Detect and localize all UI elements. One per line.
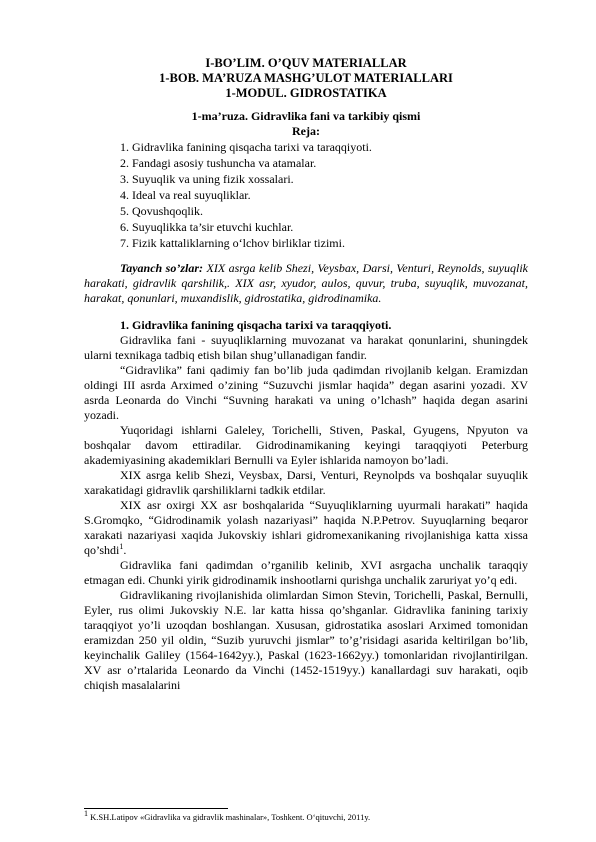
keywords-paragraph — [84, 261, 528, 306]
body-paragraph: Gidravlika fani qadimdan o’rganilib kelinib, XVI asrgacha unchalik taraqqiy etmagan edi. Chunki yirik gidrodinamik inshootlarni qurishga unchalik zaruriyat yo’q edi. — [84, 558, 528, 587]
body-paragraph: XIX asrga kelib Shezi, Veysbax, Darsi, Venturi, Reynolpds va boshqalar suyuqlik xarakatidagi gidravlik qarshiliklarni tadkik etdilar. — [84, 468, 528, 497]
plan-item: 7. Fizik kattaliklarning o‘lchov birliklar tizimi. — [120, 236, 345, 250]
plan-item: 2. Fandagi asosiy tushuncha va atamalar. — [120, 156, 317, 170]
plan-item: 3. Suyuqlik va uning fizik xossalari. — [120, 172, 294, 186]
paragraph-text: XIX asr oxirgi XX asr boshqalarida “Suyuqliklarning uyurmali harakati” haqida S.Gromqko, “Gidrodinamik yolash nazariyasi” haqida N.P.Petrov. Suyuqlarning beqaror xarakati nazariyasi xaqida Jukovskiy ishlari gidromexanikaning rivojlanishiga katta xissa qo’shdi — [84, 498, 528, 557]
plan-list — [84, 139, 528, 251]
paragraph-tail: . — [123, 543, 127, 557]
plan-item: 5. Qovushqoqlik. — [120, 204, 204, 218]
body-paragraph: Gidravlikaning rivojlanishida olimlardan Simon Stevin, Torichelli, Paskal, Bernulli, Eyler, rus olimi Jukovskiy N.E. lar katta hissa qo’shganlar. Gidravlika fanining tarixiy taraqqiyot yo’li uzoqdan boshlangan. Xususan, gidrostatika asoslari Arximed tomonidan eramizdan 250 yil oldin, “Suzib yuruvchi jismlar” to’g’risidagi asarida keltirilgan bo’lib, keyinchalik Galiley (1564-1642yy.), Paskal (1623-1662yy.) tomonlaridan rivojlantirilgan. XV asr o’rtalarida Leonardo da Vinchi (1452-1519yy.) kanallardagi suv harakati, oqib chiqish masalalarini — [84, 588, 528, 692]
footnote-mark: 1 — [84, 809, 88, 819]
plan-item: 4. Ideal va real suyuqliklar. — [120, 188, 251, 202]
section-title: 1. Gidravlika fanining qisqacha tarixi va taraqqiyoti. — [120, 318, 392, 332]
footnote — [84, 809, 528, 822]
lecture-title: 1-ma’ruza. Gidravlika fani va tarkibiy qismi — [191, 109, 421, 123]
body-paragraph: Gidravlika fani - suyuqliklarning muvozanat va harakat qonunlarini, shuningdek ularni texnikaga tadbiq etish bilan shug’ullanadigan fandir. — [84, 333, 528, 362]
footnote-divider — [84, 808, 228, 809]
chapter-heading: 1-BOB. MA’RUZA MASHG’ULOT MATERIALLARI — [159, 71, 453, 85]
footnote-reference[interactable]: 1 — [119, 542, 124, 551]
body-paragraph: Yuqoridagi ishlarni Galeley, Torichelli, Stiven, Paskal, Gyugens, Npyuton va boshqalar davom ettiradilar. Gidrodinamikaning keyingi taraqqiyoti Peterburg akademiyasining akademiklari Bernulli va Eyler ishlarida namoyon bo’ladi. — [84, 423, 528, 467]
footnote-text: K.SH.Latipov «Gidravlika va gidravlik mashinalar», Toshkent. O‘qituvchi, 2011y. — [88, 812, 371, 822]
plan-item: 6. Suyuqlikka ta’sir etuvchi kuchlar. — [120, 220, 294, 234]
part-heading: I-BO’LIM. O’QUV MATERIALLAR — [205, 56, 407, 70]
body-paragraph: “Gidravlika” fani qadimiy fan bo’lib juda qadimdan rivojlanib kelgan. Eramizdan oldingi III asrda Arximed o’zining “Suzuvchi jismlar haqida” degan asarini yozadi. XV asrda Leonarda do Vinchi “Suvning harakati va uning o’lchash” haqida degan asarini yozadi. — [84, 363, 528, 422]
keywords-text: XIX asrga kelib Shezi, Veysbax, Darsi, Venturi, Reynolds, suyuqlik harakati, gidravlik qarshilik,. XIX asr, xyudor, aulos, quvur, truba, suyuqlik, muvozanat, harakat, qonunlari, muxandislik, gidrostatika, gidrodinamika. — [84, 261, 528, 305]
module-heading: 1-MODUL. GIDROSTATIKA — [225, 86, 387, 100]
body-paragraph — [84, 498, 528, 558]
keywords-label: Tayanch so’zlar: — [120, 261, 204, 275]
plan-label: Reja: — [292, 124, 320, 138]
plan-item: 1. Gidravlika fanining qisqacha tarixi va taraqqiyoti. — [120, 140, 372, 154]
document-page — [84, 56, 528, 693]
